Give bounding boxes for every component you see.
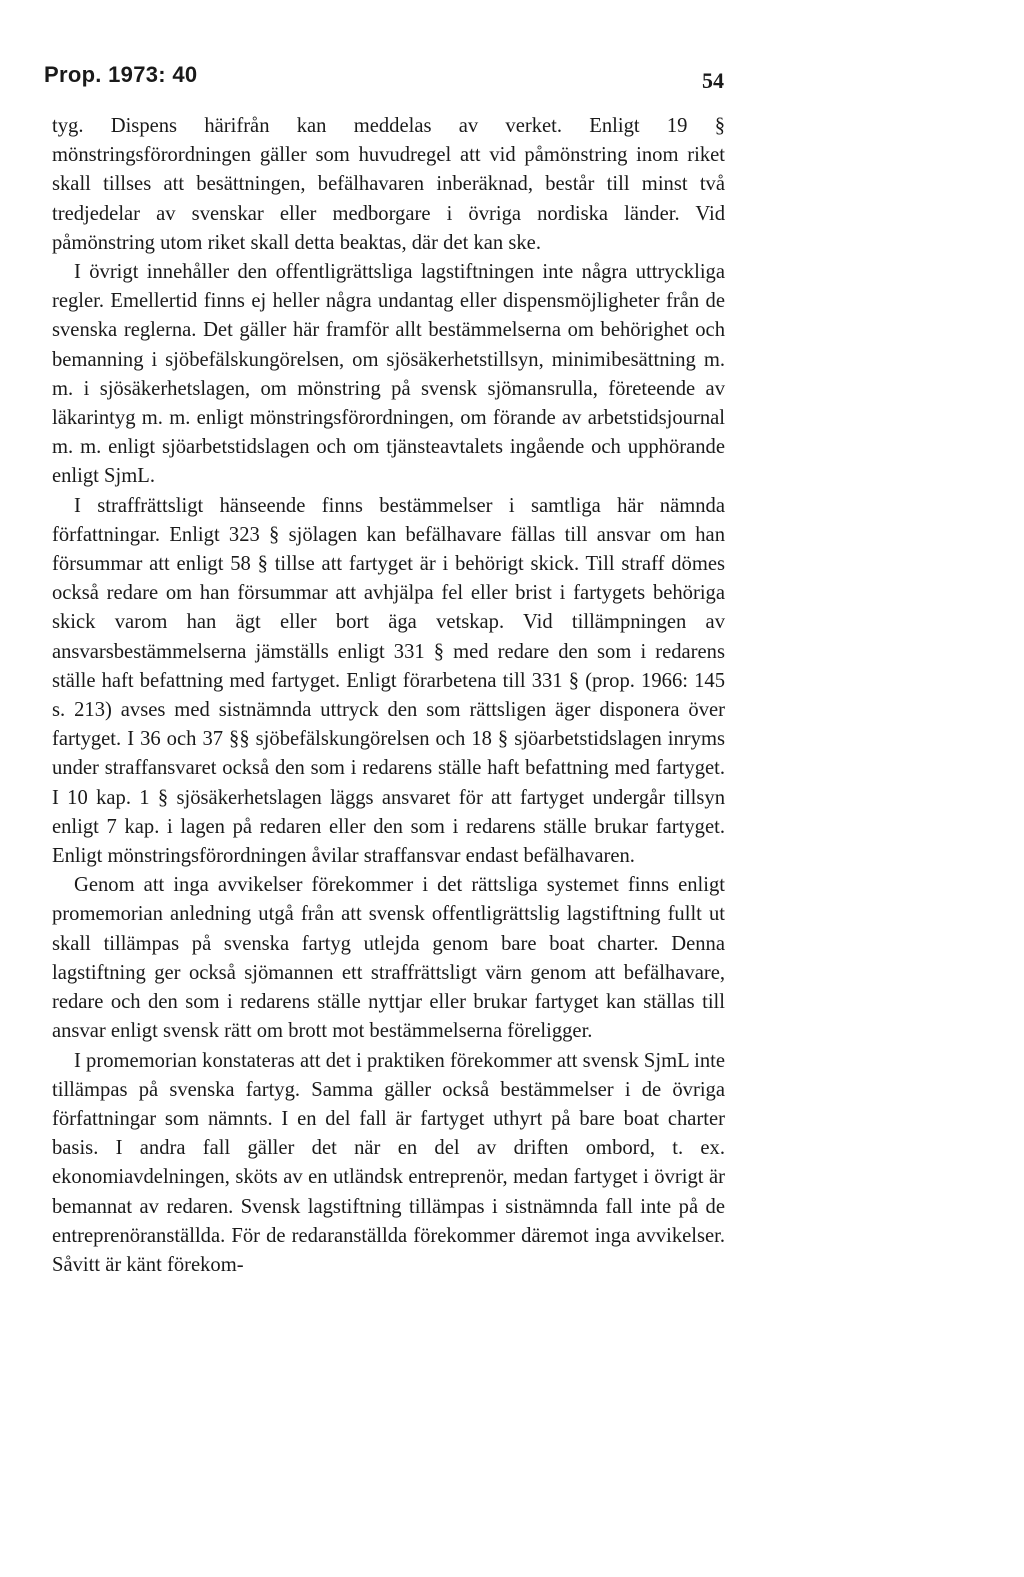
page-number: 54	[702, 68, 724, 93]
body-text	[52, 112, 725, 1280]
page-header	[44, 62, 724, 92]
paragraph-1: tyg. Dispens härifrån kan meddelas av verket. Enligt 19 § mönstringsförordningen gäller som huvudregel att vid påmönstring inom riket skall tillses att besättningen, befälhavaren inberäknad, består till minst två tredjedelar av svenskar eller medborgare i övriga nordiska länder. Vid påmönstring utom riket skall detta beaktas, där det kan ske.	[52, 115, 725, 254]
paragraph-4: Genom att inga avvikelser förekommer i det rättsliga systemet finns enligt promemorian anledning utgå från att svensk offentligrättslig lagstiftning fullt ut skall tillämpas på svenska fartyg utlejda genom bare boat charter. Denna lagstiftning ger också sjömannen ett straffrättsligt värn genom att befälhavare, redare och den som i redarens ställe nyttjar eller brukar fartyget kan ställas till ansvar enligt svensk rätt om brott mot bestämmelserna föreligger.	[52, 874, 725, 1043]
paragraph-5: I promemorian konstateras att det i praktiken förekommer att svensk SjmL inte tillämpas på svenska fartyg. Samma gäller också bestämmelser i de övriga författningar som nämnts. I en del fall är fartyget uthyrt på bare boat charter basis. I andra fall gäller det när en del av driften ombord, t. ex. ekonomiavdelningen, sköts av en utländsk entreprenör, medan fartyget i övrigt är bemannat av redaren. Svensk lagstiftning tillämpas i sistnämnda fall inte på de entreprenöranställda. För de redaranställda förekommer däremot inga avvikelser. Såvitt är känt förekom-	[52, 1049, 725, 1276]
paragraph-2: I övrigt innehåller den offentligrättsliga lagstiftningen inte några uttryckliga regler. Emellertid finns ej heller några undantag eller dispensmöjligheter från de svenska reglerna. Det gäller här framför allt bestämmelserna om behörighet och bemanning i sjöbefälskungörelsen, om sjösäkerhetstillsyn, minimibesättning m. m. i sjösäkerhetslagen, om mönstring på svensk sjömansrulla, företeende av läkarintyg m. m. enligt mönstringsförordningen, om förande av arbetstidsjournal m. m. enligt sjöarbetstidslagen och om tjänsteavtalets ingående och upphörande enligt SjmL.	[52, 261, 725, 488]
paragraph-3: I straffrättsligt hänseende finns bestämmelser i samtliga här nämnda författningar. Enligt 323 § sjölagen kan befälhavare fällas till ansvar om han försummar att enligt 58 § tillse att fartyget är i behörigt skick. Till straff dömes också redare om han försummar att avhjälpa fel eller brist i fartygets behöriga skick varom han ägt eller bort äga vetskap. Vid tillämpningen av ansvarsbestämmelserna jämställs enligt 331 § med redare den som i redarens ställe haft befattning med fartyget. Enligt förarbetena till 331 § (prop. 1966: 145 s. 213) avses med sistnämnda uttryck den som rättsligen äger disponera över fartyget. I 36 och 37 §§ sjöbefälskungörelsen och 18 § sjöarbetstidslagen inryms under straffansvaret också den som i redarens ställe haft befattning med fartyget. I 10 kap. 1 § sjösäkerhetslagen läggs ansvaret för att fartyget undergår tillsyn enligt 7 kap. i lagen på redaren eller den som i redarens ställe brukar fartyget. Enligt mönstringsförordningen åvilar straffansvar endast befälhavaren.	[52, 494, 725, 868]
document-reference: Prop. 1973: 40	[44, 62, 198, 87]
